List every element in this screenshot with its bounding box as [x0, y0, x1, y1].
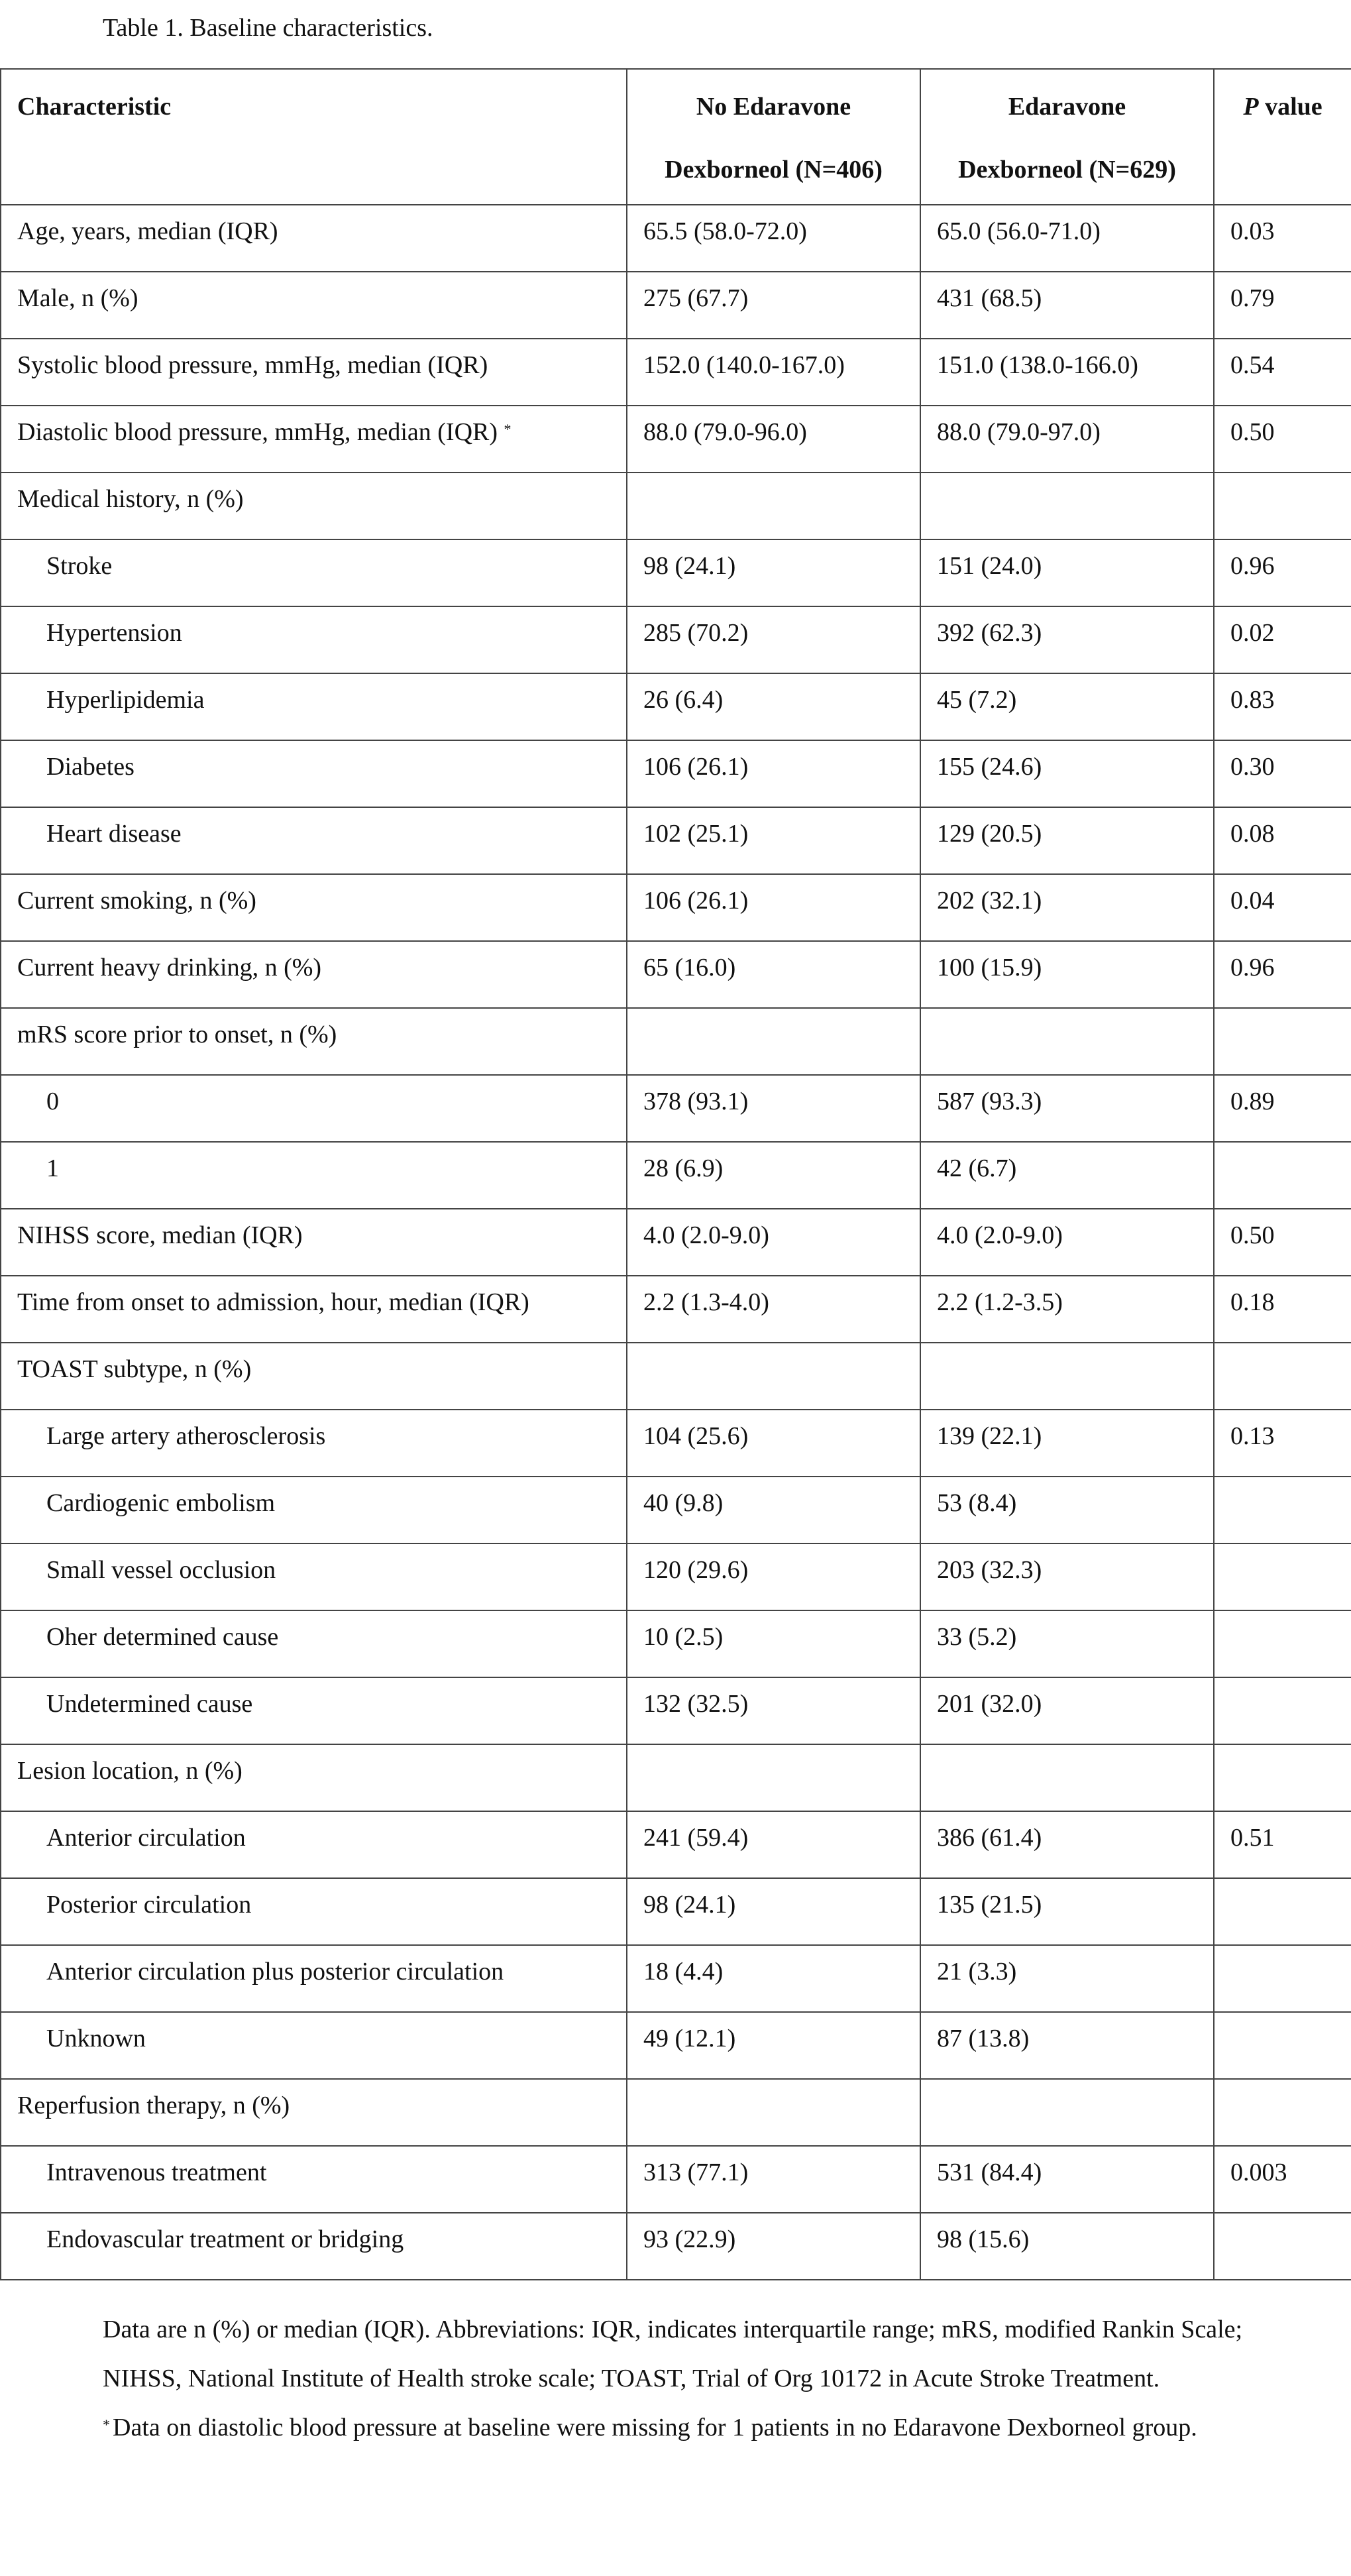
row-label-cell	[1, 1477, 627, 1543]
no-edaravone-value	[627, 1343, 920, 1410]
p-value	[1214, 2012, 1351, 2079]
p-value	[1214, 1477, 1351, 1543]
no-edaravone-value: 4.0 (2.0-9.0)	[627, 1209, 920, 1276]
no-edaravone-value	[627, 473, 920, 539]
row-label: Diastolic blood pressure, mmHg, median (IQR)	[17, 418, 498, 446]
no-edaravone-value: 106 (26.1)	[627, 740, 920, 807]
no-edaravone-value: 49 (12.1)	[627, 2012, 920, 2079]
row-label: Reperfusion therapy, n (%)	[17, 2092, 290, 2119]
row-label: Stroke	[46, 552, 113, 580]
header-p-letter: P	[1243, 93, 1259, 121]
no-edaravone-value	[627, 1744, 920, 1811]
row-label: Age, years, median (IQR)	[17, 217, 278, 245]
no-edaravone-value: 40 (9.8)	[627, 1477, 920, 1543]
p-value: 0.003	[1214, 2146, 1351, 2213]
row-label: Small vessel occlusion	[46, 1556, 276, 1584]
row-label-cell	[1, 473, 627, 539]
edaravone-value: 98 (15.6)	[920, 2213, 1214, 2280]
no-edaravone-value: 2.2 (1.3-4.0)	[627, 1276, 920, 1343]
footnote-diastolic-text: Data on diastolic blood pressure at baseline were missing for 1 patients in no Edaravone Dexborneol group.	[113, 2414, 1197, 2441]
table-row	[1, 1276, 1351, 1343]
row-label-cell	[1, 1209, 627, 1276]
p-value: 0.89	[1214, 1075, 1351, 1142]
row-label-cell	[1, 1543, 627, 1610]
no-edaravone-value: 65.5 (58.0-72.0)	[627, 205, 920, 272]
table-row	[1, 272, 1351, 339]
row-label-cell	[1, 2012, 627, 2079]
header-no-edaravone-line1: No Edaravone	[696, 93, 851, 121]
row-label: Hyperlipidemia	[46, 686, 205, 714]
no-edaravone-value: 26 (6.4)	[627, 673, 920, 740]
p-value	[1214, 1008, 1351, 1075]
edaravone-value: 33 (5.2)	[920, 1610, 1214, 1677]
table-row	[1, 205, 1351, 272]
row-label-cell	[1, 1075, 627, 1142]
edaravone-value: 87 (13.8)	[920, 2012, 1214, 2079]
header-no-edaravone	[627, 69, 920, 205]
no-edaravone-value: 28 (6.9)	[627, 1142, 920, 1209]
row-label: Time from onset to admission, hour, median (IQR)	[17, 1288, 529, 1316]
row-label: NIHSS score, median (IQR)	[17, 1221, 303, 1249]
p-value	[1214, 1543, 1351, 1610]
no-edaravone-value: 98 (24.1)	[627, 1878, 920, 1945]
row-label-cell	[1, 2146, 627, 2213]
row-label-cell	[1, 272, 627, 339]
row-label: Anterior circulation plus posterior circulation	[46, 1958, 504, 1986]
no-edaravone-value	[627, 1008, 920, 1075]
no-edaravone-value: 313 (77.1)	[627, 2146, 920, 2213]
row-label: Male, n (%)	[17, 284, 138, 312]
row-label-cell	[1, 1811, 627, 1878]
p-value: 0.96	[1214, 539, 1351, 606]
edaravone-value: 151 (24.0)	[920, 539, 1214, 606]
footnote-abbreviations: Data are n (%) or median (IQR). Abbreviations: IQR, indicates interquartile range; mRS, modified Rankin Scale; NIHSS, National Institute of Health stroke scale; TOAST, Trial of Org 10172 in Acute Stroke Treatment.	[103, 2316, 1243, 2392]
table-row	[1, 1945, 1351, 2012]
row-label: 0	[46, 1088, 59, 1115]
p-value: 0.96	[1214, 941, 1351, 1008]
p-value	[1214, 1677, 1351, 1744]
table-row	[1, 1343, 1351, 1410]
p-value	[1214, 1343, 1351, 1410]
no-edaravone-value: 102 (25.1)	[627, 807, 920, 874]
row-label: Systolic blood pressure, mmHg, median (IQR)	[17, 351, 488, 379]
row-label: Anterior circulation	[46, 1824, 246, 1852]
p-value	[1214, 1945, 1351, 2012]
row-label: mRS score prior to onset, n (%)	[17, 1021, 337, 1048]
p-value: 0.18	[1214, 1276, 1351, 1343]
edaravone-value	[920, 473, 1214, 539]
table-row	[1, 1744, 1351, 1811]
row-label-cell	[1, 2079, 627, 2146]
edaravone-value	[920, 1744, 1214, 1811]
no-edaravone-value: 152.0 (140.0-167.0)	[627, 339, 920, 406]
no-edaravone-value: 93 (22.9)	[627, 2213, 920, 2280]
table-row	[1, 473, 1351, 539]
edaravone-value: 2.2 (1.2-3.5)	[920, 1276, 1214, 1343]
p-value: 0.54	[1214, 339, 1351, 406]
p-value: 0.03	[1214, 205, 1351, 272]
row-label: Current smoking, n (%)	[17, 887, 256, 915]
table-row	[1, 1075, 1351, 1142]
row-label-cell	[1, 1878, 627, 1945]
row-label: Hypertension	[46, 619, 182, 647]
row-label: Cardiogenic embolism	[46, 1489, 276, 1517]
row-label: Posterior circulation	[46, 1891, 252, 1919]
header-no-edaravone-line2: Dexborneol (N=406)	[665, 156, 883, 184]
edaravone-value: 202 (32.1)	[920, 874, 1214, 941]
edaravone-value: 587 (93.3)	[920, 1075, 1214, 1142]
header-edaravone	[920, 69, 1214, 205]
edaravone-value: 151.0 (138.0-166.0)	[920, 339, 1214, 406]
row-label: Intravenous treatment	[46, 2158, 267, 2186]
edaravone-value	[920, 1008, 1214, 1075]
edaravone-value: 386 (61.4)	[920, 1811, 1214, 1878]
edaravone-value: 42 (6.7)	[920, 1142, 1214, 1209]
table-row	[1, 2213, 1351, 2280]
no-edaravone-value: 378 (93.1)	[627, 1075, 920, 1142]
row-label-cell	[1, 205, 627, 272]
p-value: 0.50	[1214, 406, 1351, 473]
row-label-cell	[1, 673, 627, 740]
edaravone-value: 201 (32.0)	[920, 1677, 1214, 1744]
p-value: 0.02	[1214, 606, 1351, 673]
no-edaravone-value: 88.0 (79.0-96.0)	[627, 406, 920, 473]
p-value	[1214, 473, 1351, 539]
no-edaravone-value: 241 (59.4)	[627, 1811, 920, 1878]
row-label-cell	[1, 1610, 627, 1677]
table-row	[1, 539, 1351, 606]
table-row	[1, 941, 1351, 1008]
row-label: Large artery atherosclerosis	[46, 1422, 326, 1450]
footnote-ref-marker: *	[504, 421, 512, 437]
row-label: Unknown	[46, 2025, 146, 2052]
no-edaravone-value: 98 (24.1)	[627, 539, 920, 606]
no-edaravone-value: 106 (26.1)	[627, 874, 920, 941]
table-row	[1, 339, 1351, 406]
row-label-cell	[1, 807, 627, 874]
edaravone-value: 100 (15.9)	[920, 941, 1214, 1008]
table-row	[1, 1477, 1351, 1543]
row-label-cell	[1, 606, 627, 673]
p-value: 0.13	[1214, 1410, 1351, 1477]
row-label: Medical history, n (%)	[17, 485, 244, 513]
table-caption: Table 1. Baseline characteristics.	[103, 14, 433, 42]
p-value	[1214, 1610, 1351, 1677]
row-label-cell	[1, 1744, 627, 1811]
footnote-marker: *	[103, 2416, 110, 2433]
p-value: 0.30	[1214, 740, 1351, 807]
footnote-diastolic	[103, 2403, 1295, 2452]
table-row	[1, 2079, 1351, 2146]
header-p-word: value	[1258, 93, 1323, 121]
row-label-cell	[1, 1410, 627, 1477]
edaravone-value: 21 (3.3)	[920, 1945, 1214, 2012]
p-value	[1214, 1878, 1351, 1945]
table-row	[1, 406, 1351, 473]
table-row	[1, 1410, 1351, 1477]
p-value	[1214, 1744, 1351, 1811]
edaravone-value: 88.0 (79.0-97.0)	[920, 406, 1214, 473]
p-value: 0.04	[1214, 874, 1351, 941]
table-row	[1, 1610, 1351, 1677]
edaravone-value: 135 (21.5)	[920, 1878, 1214, 1945]
edaravone-value: 392 (62.3)	[920, 606, 1214, 673]
p-value: 0.08	[1214, 807, 1351, 874]
table-row	[1, 1543, 1351, 1610]
no-edaravone-value	[627, 2079, 920, 2146]
edaravone-value: 129 (20.5)	[920, 807, 1214, 874]
no-edaravone-value: 275 (67.7)	[627, 272, 920, 339]
row-label: Oher determined cause	[46, 1623, 279, 1651]
edaravone-value: 65.0 (56.0-71.0)	[920, 205, 1214, 272]
row-label-cell	[1, 941, 627, 1008]
p-value: 0.51	[1214, 1811, 1351, 1878]
edaravone-value: 203 (32.3)	[920, 1543, 1214, 1610]
row-label: Diabetes	[46, 753, 135, 781]
row-label-cell	[1, 740, 627, 807]
header-characteristic: Characteristic	[1, 69, 627, 205]
table-row	[1, 606, 1351, 673]
table-header-row	[1, 69, 1351, 205]
p-value	[1214, 2079, 1351, 2146]
table-row	[1, 1142, 1351, 1209]
row-label-cell	[1, 1276, 627, 1343]
p-value: 0.50	[1214, 1209, 1351, 1276]
edaravone-value: 139 (22.1)	[920, 1410, 1214, 1477]
edaravone-value: 4.0 (2.0-9.0)	[920, 1209, 1214, 1276]
table-row	[1, 740, 1351, 807]
no-edaravone-value: 104 (25.6)	[627, 1410, 920, 1477]
table-row	[1, 1209, 1351, 1276]
table-row	[1, 1878, 1351, 1945]
row-label: Endovascular treatment or bridging	[46, 2225, 404, 2253]
no-edaravone-value: 18 (4.4)	[627, 1945, 920, 2012]
p-value	[1214, 2213, 1351, 2280]
table-row	[1, 2146, 1351, 2213]
edaravone-value: 431 (68.5)	[920, 272, 1214, 339]
table-row	[1, 874, 1351, 941]
table-row	[1, 1811, 1351, 1878]
row-label-cell	[1, 1945, 627, 2012]
table-row	[1, 1008, 1351, 1075]
row-label-cell	[1, 539, 627, 606]
edaravone-value: 155 (24.6)	[920, 740, 1214, 807]
no-edaravone-value: 65 (16.0)	[627, 941, 920, 1008]
no-edaravone-value: 285 (70.2)	[627, 606, 920, 673]
no-edaravone-value: 132 (32.5)	[627, 1677, 920, 1744]
row-label-cell	[1, 339, 627, 406]
no-edaravone-value: 120 (29.6)	[627, 1543, 920, 1610]
p-value: 0.79	[1214, 272, 1351, 339]
table-row	[1, 673, 1351, 740]
header-edaravone-line1: Edaravone	[1008, 93, 1126, 121]
baseline-table	[0, 68, 1351, 2280]
edaravone-value: 531 (84.4)	[920, 2146, 1214, 2213]
row-label: Lesion location, n (%)	[17, 1757, 243, 1785]
no-edaravone-value: 10 (2.5)	[627, 1610, 920, 1677]
row-label: TOAST subtype, n (%)	[17, 1355, 252, 1383]
row-label: Heart disease	[46, 820, 182, 848]
row-label-cell	[1, 1677, 627, 1744]
row-label-cell	[1, 1008, 627, 1075]
row-label: Current heavy drinking, n (%)	[17, 954, 322, 981]
p-value: 0.83	[1214, 673, 1351, 740]
table-row	[1, 1677, 1351, 1744]
p-value	[1214, 1142, 1351, 1209]
table-footnotes	[103, 2305, 1295, 2452]
row-label-cell	[1, 406, 627, 473]
edaravone-value: 45 (7.2)	[920, 673, 1214, 740]
table-row	[1, 807, 1351, 874]
row-label-cell	[1, 874, 627, 941]
row-label: 1	[46, 1154, 59, 1182]
edaravone-value	[920, 1343, 1214, 1410]
table-row	[1, 2012, 1351, 2079]
header-edaravone-line2: Dexborneol (N=629)	[958, 156, 1176, 184]
edaravone-value: 53 (8.4)	[920, 1477, 1214, 1543]
row-label-cell	[1, 1343, 627, 1410]
edaravone-value	[920, 2079, 1214, 2146]
row-label: Undetermined cause	[46, 1690, 253, 1718]
row-label-cell	[1, 1142, 627, 1209]
row-label-cell	[1, 2213, 627, 2280]
header-p-value	[1214, 69, 1351, 205]
